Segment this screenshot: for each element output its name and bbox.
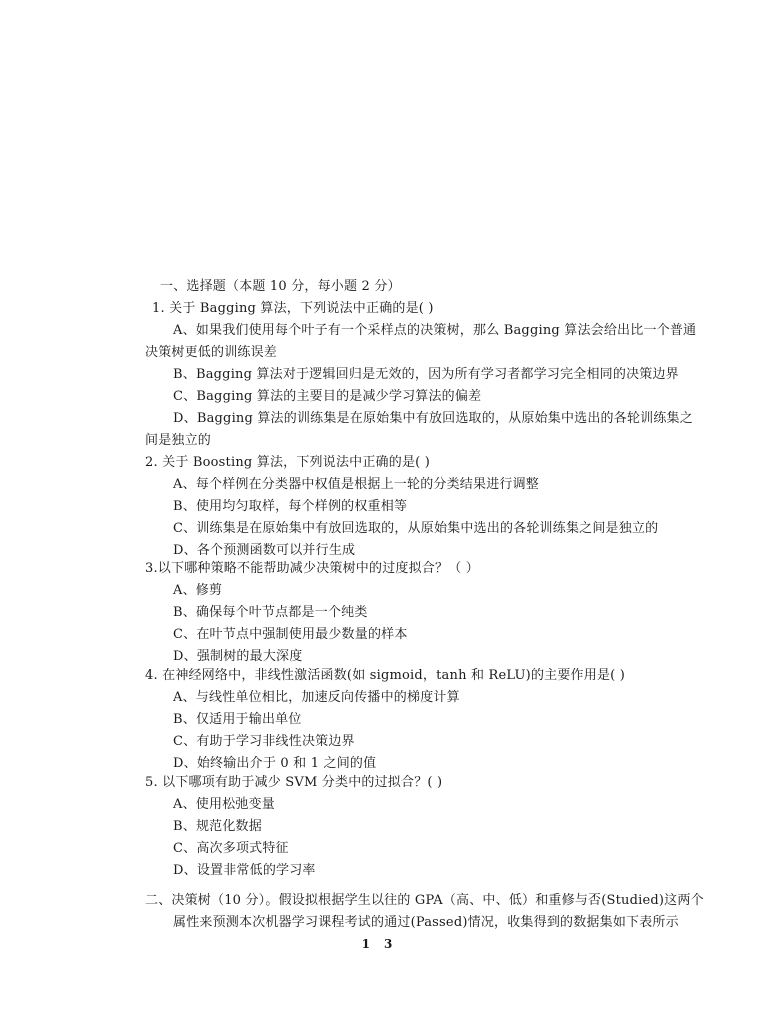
- page-total: 3: [384, 937, 407, 951]
- q1-option-a-cont: 决策树更低的训练误差: [145, 345, 278, 360]
- q5-option-b: B、规范化数据: [173, 819, 262, 834]
- q4-stem: 4. 在神经网络中，非线性激活函数(如 sigmoid，tanh 和 ReLU)的主要作用是( ): [145, 668, 626, 683]
- q4-option-b: B、仅适用于输出单位: [173, 712, 302, 727]
- page-number: 1: [361, 937, 384, 951]
- q2-option-c: C、训练集是在原始集中有放回选取的，从原始集中选出的各轮训练集之间是独立的: [173, 521, 659, 536]
- q3-option-d: D、强制树的最大深度: [173, 649, 303, 664]
- section1-title: 一、选择题（本题 10 分，每小题 2 分）: [160, 279, 401, 294]
- q2-option-b: B、使用均匀取样，每个样例的权重相等: [173, 499, 408, 514]
- q4-option-d: D、始终输出介于 0 和 1 之间的值: [173, 756, 377, 771]
- page-footer: [0, 937, 768, 951]
- section2-line1: 二、决策树（10 分）。假设拟根据学生以往的 GPA（高、中、低）和重修与否(Studied)这两个: [145, 893, 704, 908]
- q2-option-d: D、各个预测函数可以并行生成: [173, 543, 356, 558]
- q1-option-b: B、Bagging 算法对于逻辑回归是无效的，因为所有学习者都学习完全相同的决策边界: [173, 367, 679, 382]
- q5-stem: 5. 以下哪项有助于减少 SVM 分类中的过拟合？( ): [145, 775, 443, 790]
- q1-option-d: D、Bagging 算法的训练集是在原始集中有放回选取的，从原始集中选出的各轮训练集之: [173, 411, 693, 426]
- section2-line2: 属性来预测本次机器学习课程考试的通过(Passed)情况，收集得到的数据集如下表所示: [173, 915, 679, 930]
- q3-option-b: B、确保每个叶节点都是一个纯类: [173, 605, 368, 620]
- q1-stem: 1. 关于 Bagging 算法，下列说法中正确的是( ): [152, 301, 434, 316]
- q4-option-c: C、有助于学习非线性决策边界: [173, 734, 355, 749]
- q2-stem: 2. 关于 Boosting 算法，下列说法中正确的是( ): [145, 455, 431, 470]
- q1-option-a: A、如果我们使用每个叶子有一个采样点的决策树，那么 Bagging 算法会给出比一个普通: [173, 323, 697, 338]
- q3-option-a: A、修剪: [173, 583, 223, 598]
- q5-option-c: C、高次多项式特征: [173, 841, 289, 856]
- q2-option-a: A、每个样例在分类器中权值是根据上一轮的分类结果进行调整: [173, 477, 539, 492]
- q1-option-d-cont: 间是独立的: [145, 433, 212, 448]
- q3-stem: 3.以下哪种策略不能帮助减少决策树中的过度拟合？（ ）: [145, 561, 479, 576]
- q4-option-a: A、与线性单位相比，加速反向传播中的梯度计算: [173, 690, 460, 705]
- q1-option-c: C、Bagging 算法的主要目的是减少学习算法的偏差: [173, 389, 482, 404]
- q5-option-a: A、使用松弛变量: [173, 797, 275, 812]
- q5-option-d: D、设置非常低的学习率: [173, 863, 316, 878]
- q3-option-c: C、在叶节点中强制使用最少数量的样本: [173, 627, 408, 642]
